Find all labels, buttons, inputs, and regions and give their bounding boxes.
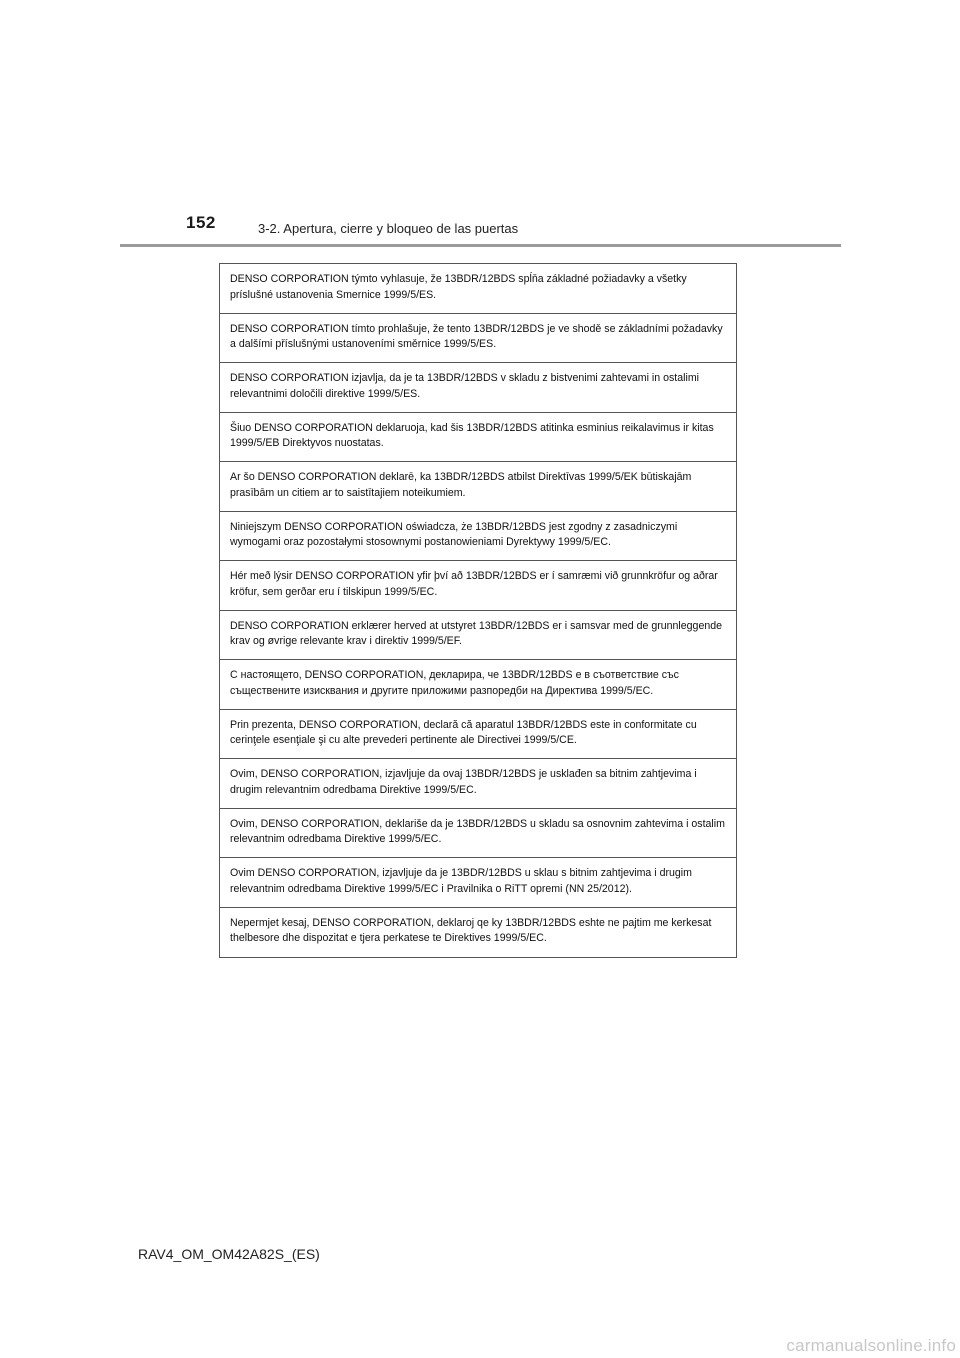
declaration-lithuanian: Šiuo DENSO CORPORATION deklaruoja, kad šis 13BDR/12BDS atitinka esminius reikalavimus ir kitas 1999/5/EB Direktyvos nuostatas.	[220, 413, 736, 463]
declaration-croatian: Ovim DENSO CORPORATION, izjavljuje da je 13BDR/12BDS u sklau s bitnim zahtjevima i drugim relevantnim odredbama Direktive 1999/5/EC i Pravilnika o RiTT opremi (NN 25/2012).	[220, 858, 736, 908]
declaration-serbian: Ovim, DENSO CORPORATION, deklariše da je 13BDR/12BDS u skladu sa osnovnim zahtevima i ostalim relevantnim odredbama Direktive 1999/5/EC.	[220, 809, 736, 859]
declaration-bulgarian: С настоящето, DENSO CORPORATION, декларира, че 13BDR/12BDS е в съответствие със съществените изисквания и другите приложими разпоредби на Директива 1999/5/ЕС.	[220, 660, 736, 710]
declaration-norwegian: DENSO CORPORATION erklærer herved at utstyret 13BDR/12BDS er i samsvar med de grunnleggende krav og øvrige relevante krav i direktiv 1999/5/EF.	[220, 611, 736, 661]
declaration-romanian: Prin prezenta, DENSO CORPORATION, declară că aparatul 13BDR/12BDS este in conformitate cu cerinţele esenţiale şi cu alte prevederi pertinente ale Directivei 1999/5/CE.	[220, 710, 736, 760]
declaration-czech: DENSO CORPORATION tímto prohlašuje, že tento 13BDR/12BDS je ve shodě se základními požadavky a dalšími příslušnými ustanoveními směrnice 1999/5/ES.	[220, 314, 736, 364]
model-code: RAV4_OM_OM42A82S_(ES)	[138, 1246, 320, 1262]
declaration-table	[219, 263, 737, 958]
header-divider	[120, 244, 841, 247]
declaration-bosnian: Ovim, DENSO CORPORATION, izjavljuje da ovaj 13BDR/12BDS je usklađen sa bitnim zahtjevima i drugim relevantnim odredbama Direktive 1999/5/EC.	[220, 759, 736, 809]
declaration-polish: Niniejszym DENSO CORPORATION oświadcza, że 13BDR/12BDS jest zgodny z zasadniczymi wymogami oraz pozostałymi stosownymi postanowieniami Dyrektywy 1999/5/EC.	[220, 512, 736, 562]
declaration-albanian: Nepermjet kesaj, DENSO CORPORATION, deklaroj qe ky 13BDR/12BDS eshte ne pajtim me kerkesat thelbesore dhe dispozitat e tjera perkatese te Direktives 1999/5/EC.	[230, 916, 712, 944]
page-number: 152	[186, 213, 216, 232]
declaration-latvian: Ar šo DENSO CORPORATION deklarē, ka 13BDR/12BDS atbilst Direktīvas 1999/5/EK būtiskajām prasībām un citiem ar to saistītajiem noteikumiem.	[220, 462, 736, 512]
declaration-slovak: DENSO CORPORATION týmto vyhlasuje, že 13BDR/12BDS spĺňa základné požiadavky a všetky príslušné ustanovenia Smernice 1999/5/ES.	[220, 264, 736, 314]
declaration-slovenian: DENSO CORPORATION izjavlja, da je ta 13BDR/12BDS v skladu z bistvenimi zahtevami in ostalimi relevantnimi določili direktive 1999/5/ES.	[220, 363, 736, 413]
watermark: carmanualsonline.info	[786, 1336, 956, 1355]
declaration-icelandic: Hér með lýsir DENSO CORPORATION yfir því að 13BDR/12BDS er í samræmi við grunnkröfur og aðrar kröfur, sem gerðar eru í tilskipun 1999/5/EC.	[220, 561, 736, 611]
section-title: 3-2. Apertura, cierre y bloqueo de las puertas	[258, 221, 519, 236]
